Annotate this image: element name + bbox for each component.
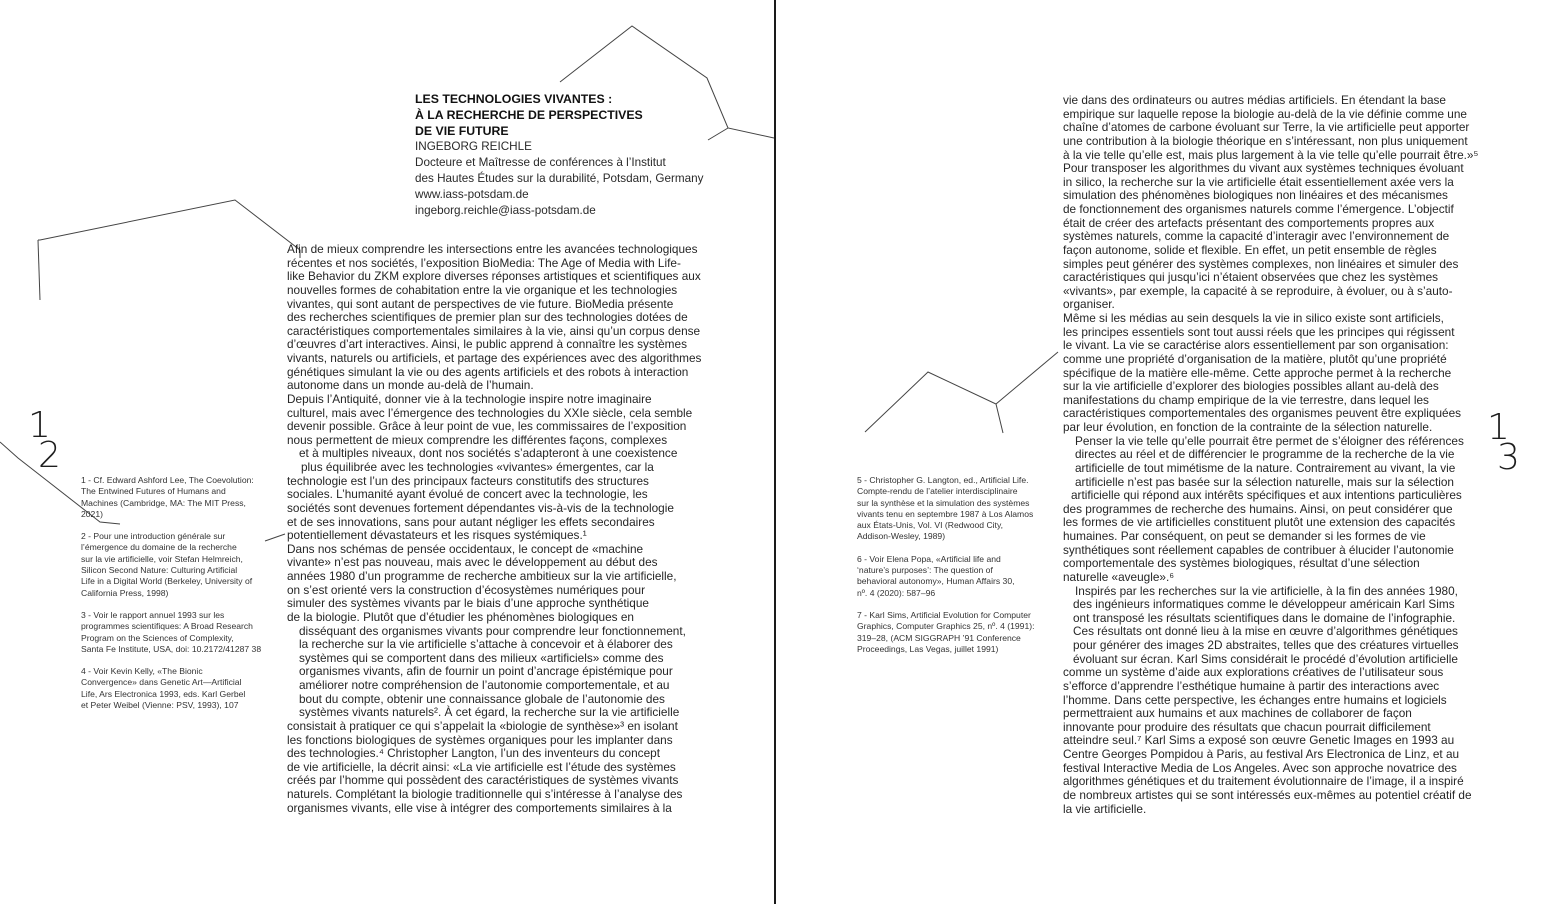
body-line: Inspirés par les recherches sur la vie artificielle, à la fin des années 1980, [1075, 583, 1458, 598]
body-line: vivantes, qui sont autant de perspectives de vie future. BioMedia présente [287, 296, 674, 311]
footnote-line: Convergence» dans Genetic Art—Artificial [81, 677, 242, 688]
body-line: chaîne d’atomes de carbone évoluant sur Terre, la vie artificielle peut apporter [1063, 120, 1470, 135]
footnote [81, 666, 271, 711]
body-line: caractéristiques qui jusqu’ici n’étaient observées que chez les systèmes [1063, 270, 1439, 285]
body-line: s’efforce d’apprendre l’esthétique humaine à partir des interactions avec [1063, 678, 1440, 693]
body-line: vivants, naturels ou artificiels, et partage des expériences avec des algorithmes [287, 351, 702, 365]
body-line: Ces résultats ont donné lieu à la mise en œuvre d’algorithmes génétiques [1073, 624, 1458, 639]
body-line: festival Interactive Media de Los Angeles. Avec son approche novatrice des [1063, 760, 1457, 775]
body-line: systèmes qui se comportent dans des milieux «artificiels» comme des [299, 650, 664, 665]
body-line: humaines. Par conséquent, on peut se demander si les formes de vie [1063, 529, 1426, 543]
body-line: in silico, la recherche sur la vie artificielle était essentiellement axée vers la [1063, 174, 1454, 189]
footnote-line: programmes scientifiques: A Broad Research [81, 621, 253, 632]
footnote-line: 2 - Pour une introduction générale sur [81, 531, 226, 542]
footnote-line: The Entwined Futures of Humans and [81, 486, 226, 497]
body-line: artificielle qui répond aux intérêts spécifiques et aux intentions particulières [1071, 488, 1462, 503]
footnote-line: l’émergence du domaine de la recherche [81, 542, 237, 553]
footnote-line: aux États-Unis, Vol. VI (Redwood City, [857, 520, 1003, 531]
footnote-line: 5 - Christopher G. Langton, ed., Artificial Life. [857, 475, 1029, 485]
footnote-line: Graphics, Computer Graphics 25, nº. 4 (1991): [857, 621, 1035, 632]
left-body-text [287, 243, 717, 815]
footnote-line: Addison-Wesley, 1989) [857, 531, 946, 542]
author-affiliation [415, 155, 735, 187]
right-body-text [1063, 94, 1488, 816]
author-website-link[interactable]: www.iass-potsdam.de [415, 187, 529, 201]
body-line: était de créer des artefacts présentant des comportements propres aux [1063, 215, 1435, 230]
body-line: caractéristiques comportementales similaires à la vie, ainsi qu’un corpus dense [287, 323, 701, 338]
body-line: façon autonome, solide et flexible. En effet, un petit ensemble de règles [1063, 242, 1437, 257]
body-line: simulation des phénomènes biologiques non linéaires et des mécanismes [1063, 188, 1448, 203]
footnote-line: vivants tenu en septembre 1987 à Los Alamos [857, 508, 1034, 519]
footnote-line: Life, Ars Electronica 1993, eds. Karl Gerbel [81, 688, 246, 699]
footnote-line: 4 - Voir Kevin Kelly, «The Bionic [81, 666, 203, 677]
footnote-line: nº. 4 (2020): 587–96 [857, 587, 936, 598]
body-line: nouvelles formes de cohabitation entre la vie organique et les technologies [287, 282, 678, 297]
body-line: plus équilibrée avec les technologies «vivantes» émergentes, car la [301, 460, 654, 474]
body-line: culturel, mais avec l’émergence des technologies du XXIe siècle, cela semble [287, 405, 693, 420]
body-line: Pour transposer les algorithmes du vivant aux systèmes techniques évoluant [1063, 161, 1464, 176]
body-line: artificielle de tout mimétisme de la nature. Contrairement au vivant, la vie [1075, 460, 1456, 475]
body-line: simples peut générer des systèmes complexes, non linéaires et simuler des [1063, 256, 1459, 271]
footnote-line: 7 - Karl Sims, Artificial Evolution for Computer [857, 609, 1031, 620]
body-line: le vivant. La vie se caractérise alors essentiellement par son organisation: [1063, 338, 1449, 353]
footnote-line: sur la vie artificielle, voir Stefan Helmreich, [81, 553, 243, 564]
body-line: permettraient aux humains et aux machines de collaborer de façon [1063, 706, 1412, 721]
body-line: évoluant sur écran. Karl Sims considérait le procédé d’évolution artificielle [1073, 651, 1458, 666]
footnote [81, 531, 271, 599]
footnote-line: 319–28, (ACM SIGGRAPH ’91 Conference [857, 632, 1021, 643]
body-line: naturels. Complétant la biologie traditionnelle qui s’intéresse à l’analyse des [287, 787, 683, 801]
body-line: on s’est orienté vers la construction d’écosystèmes numériques pour [287, 582, 646, 597]
body-line: like Behavior du ZKM explore diverses réponses artistiques et scientifiques aux [287, 269, 701, 284]
page-number-left-digit1: 1 [28, 405, 51, 446]
body-line: caractéristiques comportementales des organismes peuvent être expliquées [1063, 406, 1462, 421]
footnote-line: 1 - Cf. Edward Ashford Lee, The Coevolution: [81, 475, 254, 485]
footnote-line: sur la synthèse et la simulation des systèmes [857, 497, 1030, 508]
body-line: et à multiples niveaux, dont nos sociétés s’adapteront à une coexistence [299, 446, 678, 461]
body-line: systèmes vivants naturels². À cet égard, la recherche sur la vie artificielle [299, 705, 680, 720]
author-email-link[interactable]: ingeborg.reichle@iass-potsdam.de [415, 203, 596, 217]
body-line: vie dans des ordinateurs ou autres médias artificiels. En étendant la base [1063, 93, 1446, 107]
body-line: naturelle «aveugle».⁶ [1063, 569, 1175, 584]
footnote [857, 475, 1052, 543]
body-line: la vie artificielle. [1063, 801, 1147, 816]
body-line: à la vie telle qu’elle est, mais plus largement à la vie telle qu’elle pourrait être.»⁵ [1063, 147, 1479, 162]
body-line: organismes vivants, elle vise à intégrer des comportements similaires à la [287, 800, 672, 815]
body-line: Centre Georges Pompidou à Paris, au festival Ars Electronica de Linz, et au [1063, 747, 1460, 761]
body-line: des programmes de recherche des humains. Ainsi, on peut considérer que [1063, 501, 1453, 516]
affiliation-line: Docteure et Maîtresse de conférences à l’Institut [415, 156, 666, 170]
line-right [865, 372, 1003, 433]
body-line: Afin de mieux comprendre les intersections entre les avancées technologiques [287, 242, 698, 256]
body-line: devenir possible. Grâce à leur point de vue, les commissaires de l’exposition [287, 419, 687, 434]
body-line: Penser la vie telle qu’elle pourrait être permet de s’éloigner des références [1075, 433, 1464, 448]
body-line: synthétiques sont réellement capables de contribuer à élucider l’autonomie [1063, 542, 1454, 557]
body-line: manifestations du champ empirique de la vie terrestre, dans lequel les [1063, 392, 1429, 407]
title-line: DE VIE FUTURE [415, 123, 509, 138]
body-line: les principes essentiels sont tout aussi réels que les principes qui régissent [1063, 324, 1455, 339]
body-line: une contribution à la biologie théorique en s’intéressant, non plus uniquement [1063, 133, 1468, 148]
body-line: artificielle n’est pas basée sur la sélection naturelle, mais sur la sélection [1075, 474, 1454, 489]
body-line: la recherche sur la vie artificielle s’attache à concevoir et à élaborer des [299, 637, 673, 652]
body-line: nous permettent de mieux comprendre les différentes façons, complexes [287, 432, 668, 447]
body-line: autonome dans un monde au-delà de l’humain. [287, 378, 534, 393]
title-line: À LA RECHERCHE DE PERSPECTIVES [415, 107, 643, 122]
body-line: sociétés sont devenues fortement dépendantes vis-à-vis de la technologie [287, 500, 674, 515]
body-line: des technologies.⁴ Christopher Langton, l’un des inventeurs du concept [287, 746, 660, 761]
body-line: vivante» n’est pas nouveau, mais avec le développement au début des [287, 555, 658, 570]
footnote-line: Machines (Cambridge, MA: The MIT Press, [81, 497, 246, 508]
footnote-line: 3 - Voir le rapport annuel 1993 sur les [81, 609, 225, 620]
body-line: sociales. L’humanité ayant évolué de concert avec la technologie, les [287, 487, 648, 502]
body-line: et de ses innovations, sans pour autant négliger les effets secondaires [287, 514, 655, 529]
title-line: LES TECHNOLOGIES VIVANTES : [415, 92, 613, 106]
body-line: les fonctions biologiques de systèmes organiques pour les implanter dans [287, 732, 673, 747]
body-line: organismes vivants, afin de fournir un point d’ancrage épistémique pour [299, 664, 673, 679]
article-header [415, 92, 735, 218]
body-line: des ingénieurs informatiques comme le développeur américain Karl Sims [1073, 597, 1455, 612]
body-line: algorithmes génétiques et du traitement évolutionnaire de l’image, il a inspiré [1063, 774, 1464, 789]
footnote-line: 2021) [81, 508, 103, 519]
body-line: améliorer notre compréhension de l’autonomie comportementale, et au [299, 678, 670, 692]
body-line: comportementale des systèmes biologiques, résultat d’une sélection [1063, 556, 1420, 571]
left-footnotes [81, 475, 271, 722]
body-line: des recherches scientifiques de premier plan sur des technologies dotées de [287, 310, 688, 325]
page-number-right [1487, 407, 1527, 480]
body-line: de la biologie. Plutôt que d’étudier les phénomènes biologiques en [287, 609, 634, 624]
footnote-line: Program on the Sciences of Complexity, [81, 632, 234, 643]
footnote [81, 610, 271, 655]
footnote-line: Silicon Second Nature: Culturing Artificial [81, 565, 238, 576]
body-line: d’œuvres d’art interactives. Ainsi, le public apprend à connaître les systèmes [287, 337, 687, 352]
body-line: potentiellement dévastateurs et les risques systémiques.¹ [287, 528, 587, 543]
body-line: atteindre seul.⁷ Karl Sims a exposé son œuvre Genetic Images en 1993 au [1063, 733, 1455, 748]
body-line: consistait à pratiquer ce qui s’appelait la «biologie de synthèse»³ en isolant [287, 718, 678, 733]
body-line: de nombreux artistes qui se sont intéressés eux-mêmes au potentiel créatif de [1063, 787, 1472, 802]
body-line: Depuis l’Antiquité, donner vie à la technologie inspire notre imaginaire [287, 391, 652, 406]
body-line: comme une propriété d’organisation de la matière, plutôt qu’une propriété [1063, 351, 1447, 366]
page-number-left-digit2: 2 [38, 435, 61, 476]
footnote-line: Proceedings, Las Vegas, juillet 1991) [857, 643, 999, 654]
right-footnotes [857, 475, 1052, 666]
footnote-line: 6 - Voir Elena Popa, «Artificial life and [857, 553, 1001, 564]
page-number-right-digit1: 1 [1487, 407, 1510, 448]
body-line: spécifique de la matière elle-même. Cette approche permet à la recherche [1063, 365, 1452, 380]
article-title [415, 92, 735, 139]
body-line: disséquant des organismes vivants pour comprendre leur fonctionnement, [299, 623, 686, 638]
body-line: créés par l’homme qui possèdent des caractéristiques de systèmes vivants [287, 773, 679, 788]
body-line: de vie artificielle, la décrit ainsi: «La vie artificielle est l’étude des systèmes [287, 759, 676, 774]
body-line: années 1980 d’un programme de recherche ambitieux sur la vie artificielle, [287, 569, 677, 583]
footnote-line: behavioral autonomy», Human Affairs 30, [857, 576, 1015, 587]
body-line: de fonctionnement des organismes naturels comme l’émergence. L’objectif [1063, 202, 1454, 216]
page-number-right-digit2: 3 [1497, 437, 1520, 478]
footnote [857, 610, 1052, 655]
page-number-left [28, 405, 68, 478]
body-line: les formes de vie artificielles constituent plutôt une extension des capacités [1063, 515, 1456, 530]
footnote-line: Compte-rendu de l’atelier interdisciplinaire [857, 486, 1018, 497]
footnote-line: Santa Fe Institute, USA, doi: 10.2172/41287 38 [81, 643, 262, 654]
body-line: l’homme. Dans cette perspective, les échanges entre humains et logiciels [1063, 692, 1447, 707]
footnote [81, 475, 271, 520]
body-line: récentes et nos sociétés, l’exposition BioMedia: The Age of Media with Life- [287, 255, 681, 270]
body-line: Dans nos schémas de pensée occidentaux, le concept de «machine [287, 541, 644, 556]
line-left-upper [38, 240, 40, 300]
body-line: pour générer des images 2D abstraites, telles que des créatures virtuelles [1073, 638, 1459, 652]
body-line: technologie est l’un des principaux facteurs constitutifs des structures [287, 473, 649, 488]
affiliation-line: des Hautes Études sur la durabilité, Potsdam, Germany [415, 171, 704, 185]
footnote-line: ‘nature’s purposes’: The question of [857, 565, 993, 576]
line-right-diag [996, 352, 1058, 404]
footnote [857, 554, 1052, 599]
body-line: sur la vie artificielle d’explorer des biologies possibles allant au-delà des [1063, 379, 1439, 394]
body-line: systèmes naturels, comme la capacité d’interagir avec l’environnement de [1063, 229, 1450, 244]
body-line: empirique sur laquelle repose la biologie au-delà de la vie définie comme une [1063, 106, 1467, 121]
footnote-line: Life in a Digital World (Berkeley, University of [81, 576, 253, 587]
body-line: organiser. [1063, 297, 1115, 312]
body-line: directes au réel et de différencier le programme de la recherche de la vie [1075, 447, 1455, 462]
body-line: comme un système d’aide aux explorations créatives de l’utilisateur sous [1063, 665, 1444, 680]
footnote-line: et Peter Weibel (Vienne: PSV, 1993), 107 [81, 700, 239, 711]
body-line: innovante pour produire des résultats que chacun pourrait difficilement [1063, 719, 1431, 734]
body-line: génétiques simulant la vie ou des agents artificiels et des robots à interaction [287, 364, 689, 379]
body-line: bout du compte, obtenir une connaissance globale de l’autonomie des [299, 691, 665, 706]
body-line: par leur évolution, en fonction de la contrainte de la sélection naturelle. [1063, 420, 1433, 434]
body-line: simuler des systèmes vivants par le biais d’une approche synthétique [287, 596, 649, 611]
line-left-top [38, 200, 300, 258]
author-name: INGEBORG REICHLE [415, 140, 532, 154]
body-line: ont transposé les résultats scientifiques dans le domaine de l’infographie. [1073, 610, 1456, 625]
body-line: Même si les médias au sein desquels la vie in silico existe sont artificiels, [1063, 311, 1444, 325]
body-line: «vivants», par exemple, la capacité à se reproduire, à évoluer, ou à s’auto- [1063, 283, 1453, 298]
footnote-line: California Press, 1998) [81, 587, 169, 598]
